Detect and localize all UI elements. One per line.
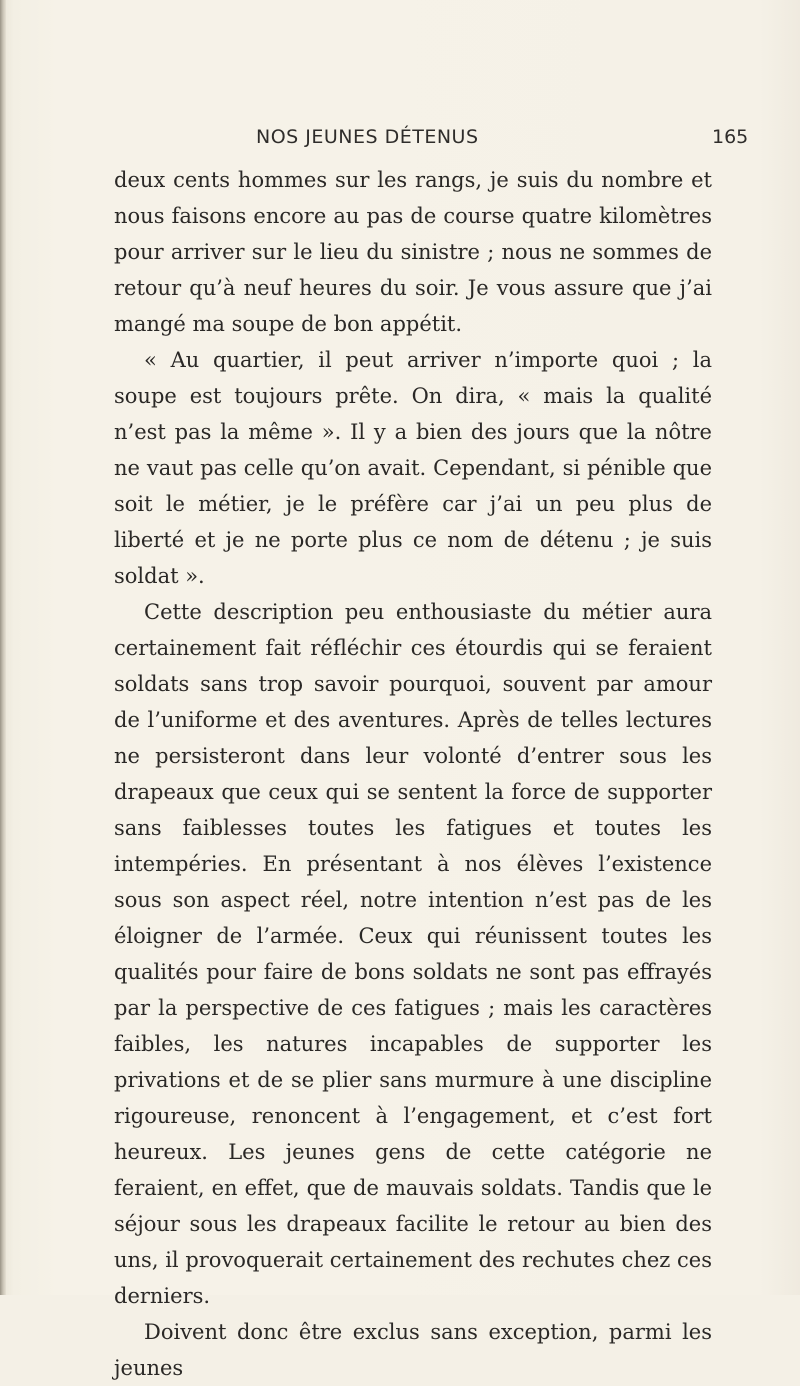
paragraph-quote: « Au quartier, il peut arriver n’importe quoi ; la soupe est toujours prête. On dira, « mais la qualité n’est pas la même ». Il y a bien des jours que la nôtre ne vaut pas celle qu’on avait. Cependant, si pénible que soit le métier, je le préfère car j’ai un peu plus de liberté et je ne porte plus ce nom de détenu ; je suis soldat ». bbox=[114, 348, 712, 588]
page-header bbox=[0, 126, 800, 158]
page-number: 165 bbox=[712, 126, 749, 148]
running-head: NOS JEUNES DÉTENUS bbox=[256, 126, 479, 148]
paragraph-continuation: deux cents hommes sur les rangs, je suis du nombre et nous faisons encore au pas de course quatre kilomètres pour arriver sur le lieu du sinistre ; nous ne sommes de retour qu’à neuf heures du soir. Je vous assure que j’ai mangé ma soupe de bon appétit. bbox=[114, 168, 712, 336]
body-text bbox=[114, 162, 712, 1386]
page-spine-edge bbox=[0, 0, 6, 1295]
paragraph-final: Doivent donc être exclus sans exception, parmi les jeunes bbox=[114, 1320, 712, 1380]
paragraph-commentary: Cette description peu enthousiaste du métier aura certainement fait réfléchir ces étourdis qui se feraient soldats sans trop savoir pourquoi, souvent par amour de l’uniforme et des aventures. Après de telles lectures ne persisteront dans leur volonté d’entrer sous les drapeaux que ceux qui se sentent la force de supporter sans faiblesses toutes les fatigues et toutes les intempéries. En présentant à nos élèves l’existence sous son aspect réel, notre intention n’est pas de les éloigner de l’armée. Ceux qui réunissent toutes les qualités pour faire de bons soldats ne sont pas effrayés par la perspective de ces fatigues ; mais les caractères faibles, les natures incapables de supporter les privations et de se plier sans murmure à une discipline rigoureuse, renoncent à l’engagement, et c’est fort heureux. Les jeunes gens de cette catégorie ne feraient, en effet, que de mauvais soldats. Tandis que le séjour sous les drapeaux facilite le retour au bien des uns, il provoquerait certainement des rechutes chez ces derniers. bbox=[114, 600, 712, 1308]
